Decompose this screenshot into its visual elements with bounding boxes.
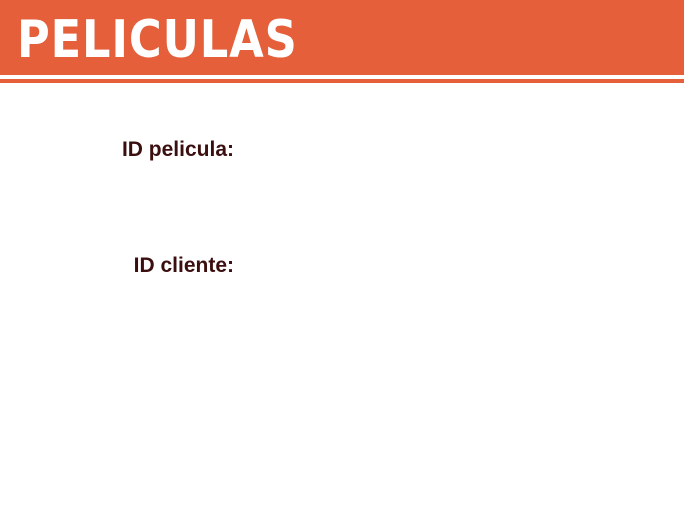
movie-id-label: ID pelicula:	[121, 138, 234, 161]
page-title: PELICULAS	[17, 10, 298, 70]
client-id-label: ID cliente:	[133, 254, 234, 277]
header-banner	[0, 0, 684, 75]
header-divider	[0, 79, 684, 83]
